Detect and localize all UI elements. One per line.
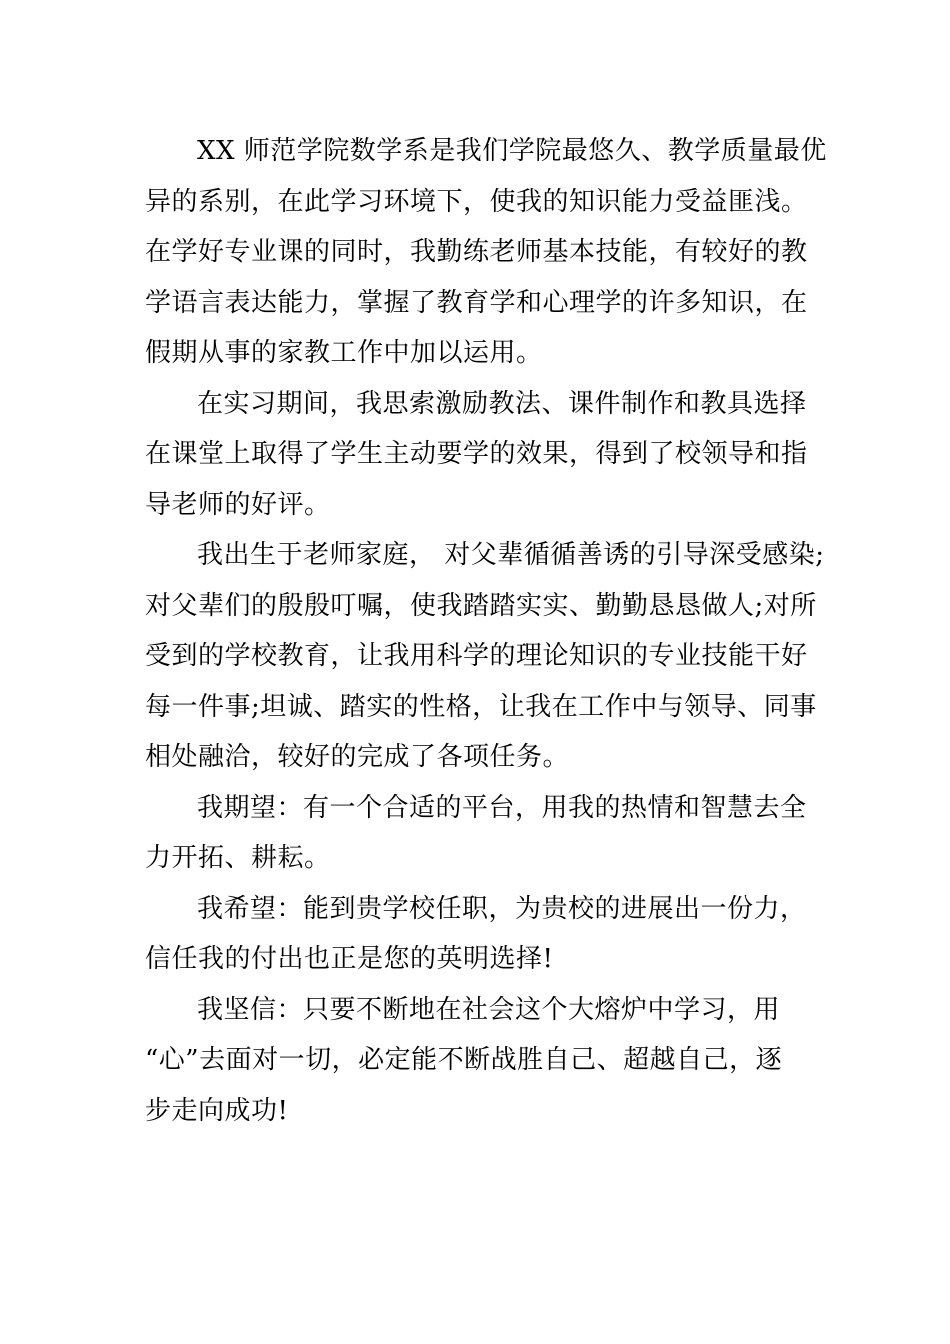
paragraph-line: 异的系别，在此学习环境下，使我的知识能力受益匪浅。 bbox=[145, 186, 808, 217]
paragraph-line: 步走向成功! bbox=[145, 1095, 289, 1126]
paragraph-line: 相处融洽，较好的完成了各项任务。 bbox=[145, 742, 570, 772]
paragraph-line: 力开拓、耕耘。 bbox=[145, 843, 331, 873]
paragraph-line: 我期望：有一个合适的平台，用我的热情和智慧去全 bbox=[197, 792, 807, 823]
document-body bbox=[145, 126, 827, 1136]
paragraph-line: 我坚信：只要不断地在社会这个大熔炉中学习，用 bbox=[197, 994, 781, 1025]
paragraph-line: 在学好专业课的同时，我勤练老师基本技能，有较好的教 bbox=[145, 237, 808, 267]
paragraph-line: 我出生于老师家庭， 对父辈循循善诱的引导深受感染; bbox=[197, 540, 825, 570]
paragraph-2 bbox=[145, 379, 813, 531]
paragraph-line: 导老师的好评。 bbox=[145, 489, 331, 520]
paragraph-line: 在实习期间，我思索激励教法、课件制作和教具选择 bbox=[197, 388, 807, 419]
paragraph-line: 受到的学校教育，让我用科学的理论知识的专业技能干好 bbox=[145, 641, 808, 671]
paragraph-1 bbox=[145, 126, 827, 379]
paragraph-line: “心”去面对一切，必定能不断战胜自己、超越自己，逐 bbox=[145, 1045, 783, 1075]
paragraph-line: 对父辈们的殷殷叮嘱，使我踏踏实实、勤勤恳恳做人;对所 bbox=[145, 590, 817, 621]
paragraph-line: 在课堂上取得了学生主动要学的效果，得到了校领导和指 bbox=[145, 439, 808, 469]
paragraph-line: 我希望：能到贵学校任职，为贵校的进展出一份力， bbox=[197, 893, 807, 924]
paragraph-3 bbox=[145, 530, 825, 783]
paragraph-5 bbox=[145, 884, 813, 985]
paragraph-line: 每一件事;坦诚、踏实的性格，让我在工作中与领导、同事 bbox=[145, 691, 817, 722]
paragraph-4 bbox=[145, 783, 813, 884]
paragraph-line: XX 师范学院数学系是我们学院最悠久、教学质量最优 bbox=[197, 136, 827, 166]
paragraph-line: 学语言表达能力，掌握了教育学和心理学的许多知识，在 bbox=[145, 287, 808, 318]
paragraph-line: 假期从事的家教工作中加以运用。 bbox=[145, 338, 543, 368]
paragraph-line: 信任我的付出也正是您的英明选择! bbox=[145, 944, 554, 974]
paragraph-6 bbox=[145, 985, 813, 1137]
